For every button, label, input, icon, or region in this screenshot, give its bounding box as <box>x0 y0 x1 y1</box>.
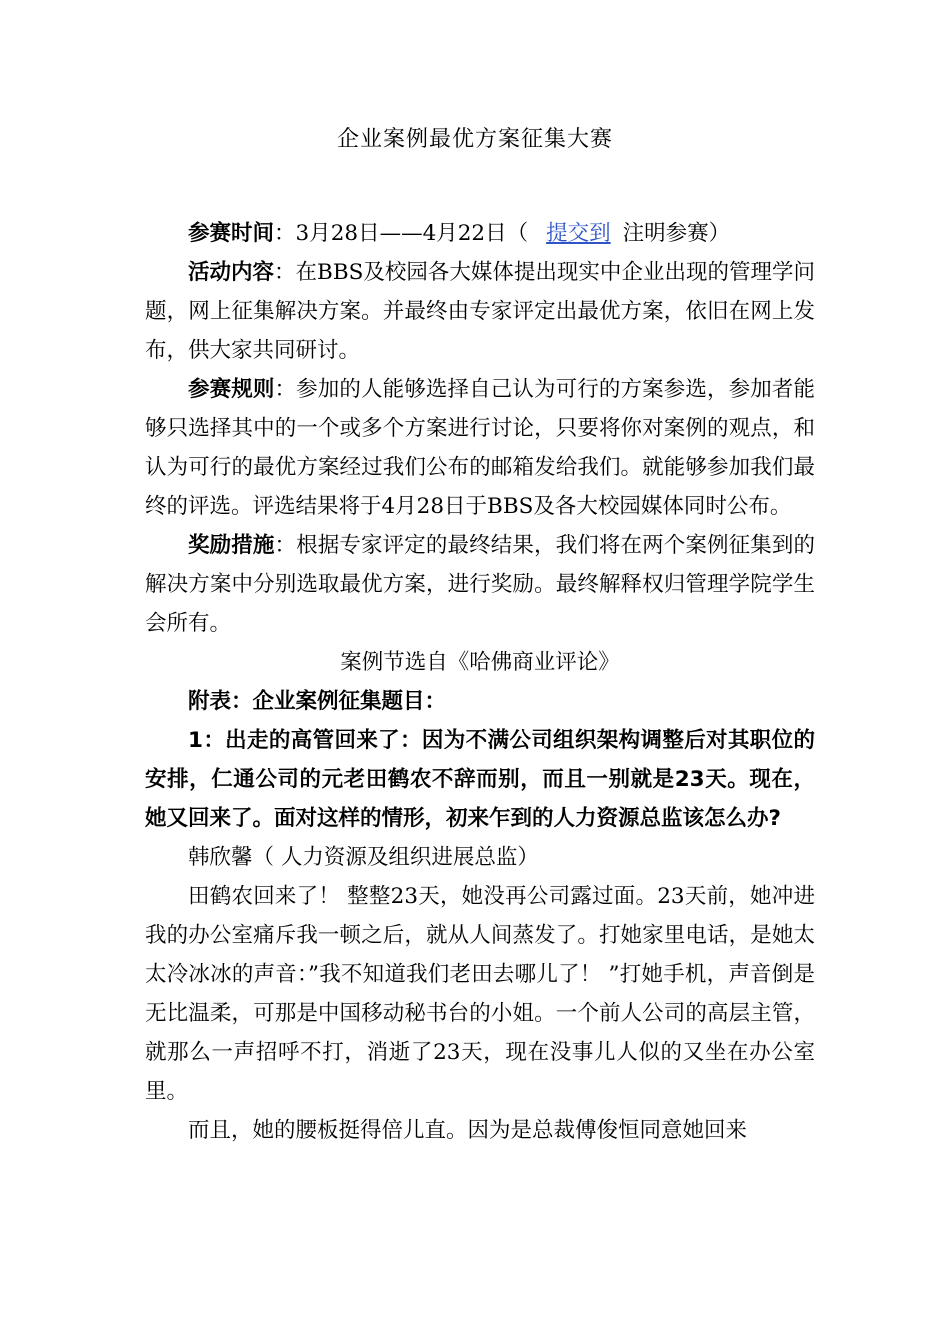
time-paragraph <box>145 214 815 253</box>
content-separator: ： <box>274 260 296 285</box>
rules-paragraph <box>145 370 815 526</box>
commentator-name: 韩欣馨（ 人力资源及组织进展总监） <box>188 845 539 870</box>
reward-paragraph <box>145 526 815 643</box>
document-title: 企业案例最优方案征集大赛 <box>336 127 613 152</box>
reward-text: 根据专家评定的最终结果，我们将在两个案例征集到的解决方案中分别选取最优方案，进行奖励。最终解释权归管理学院学生会所有。 <box>145 533 815 636</box>
submit-link[interactable]: 提交到 <box>546 221 611 246</box>
content-paragraph <box>145 253 815 370</box>
appendix-heading: 附表：企业案例征集题目： <box>188 689 447 714</box>
time-text: 3月28日——4月22日（ <box>295 221 529 246</box>
reward-separator: ： <box>274 533 297 558</box>
document-body <box>145 214 815 1150</box>
rules-separator: ： <box>274 377 297 402</box>
time-separator: ： <box>274 221 296 246</box>
time-note: 注明参赛） <box>622 221 731 246</box>
content-label: 活动内容 <box>188 260 275 285</box>
case-paragraph-2: 而且，她的腰板挺得倍儿直。因为是总裁傅俊恒同意她回来 <box>188 1118 748 1143</box>
source-line: 案例节选自《哈佛商业评论》 <box>340 650 620 675</box>
case-paragraph-1: 田鹤农回来了！ 整整23天，她没再公司露过面。23天前，她冲进我的办公室痛斥我一顿之后，就从人间蒸发了。打她家里电话，是她太太冷冰冰的声音：”我不知道我们老田去哪儿了！ ”打她手机，声音倒是无比温柔，可那是中国移动秘书台的小姐。一个前人公司的高层主管，就那么一声招呼不打，消逝了23天，现在没事儿人似的又坐在办公室里。 <box>145 884 815 1104</box>
rules-text: 参加的人能够选择自己认为可行的方案参选，参加者能够只选择其中的一个或多个方案进行讨论，只要将你对案例的观点，和认为可行的最优方案经过我们公布的邮箱发给我们。就能够参加我们最终的评选。评选结果将于4月28日于BBS及各大校园媒体同时公布。 <box>145 377 815 519</box>
rules-label: 参赛规则 <box>188 377 275 402</box>
time-label: 参赛时间 <box>188 221 275 246</box>
content-text: 在BBS及校园各大媒体提出现实中企业出现的管理学问题，网上征集解决方案。并最终由专家评定出最优方案，依旧在网上发布，供大家共同研讨。 <box>145 260 815 363</box>
reward-label: 奖励措施 <box>188 533 275 558</box>
case-1-question: 1：出走的高管回来了：因为不满公司组织架构调整后对其职位的安排，仁通公司的元老田鹤农不辞而别，而且一别就是23天。现在，她又回来了。面对这样的情形，初来乍到的人力资源总监该怎么办? <box>145 728 815 831</box>
